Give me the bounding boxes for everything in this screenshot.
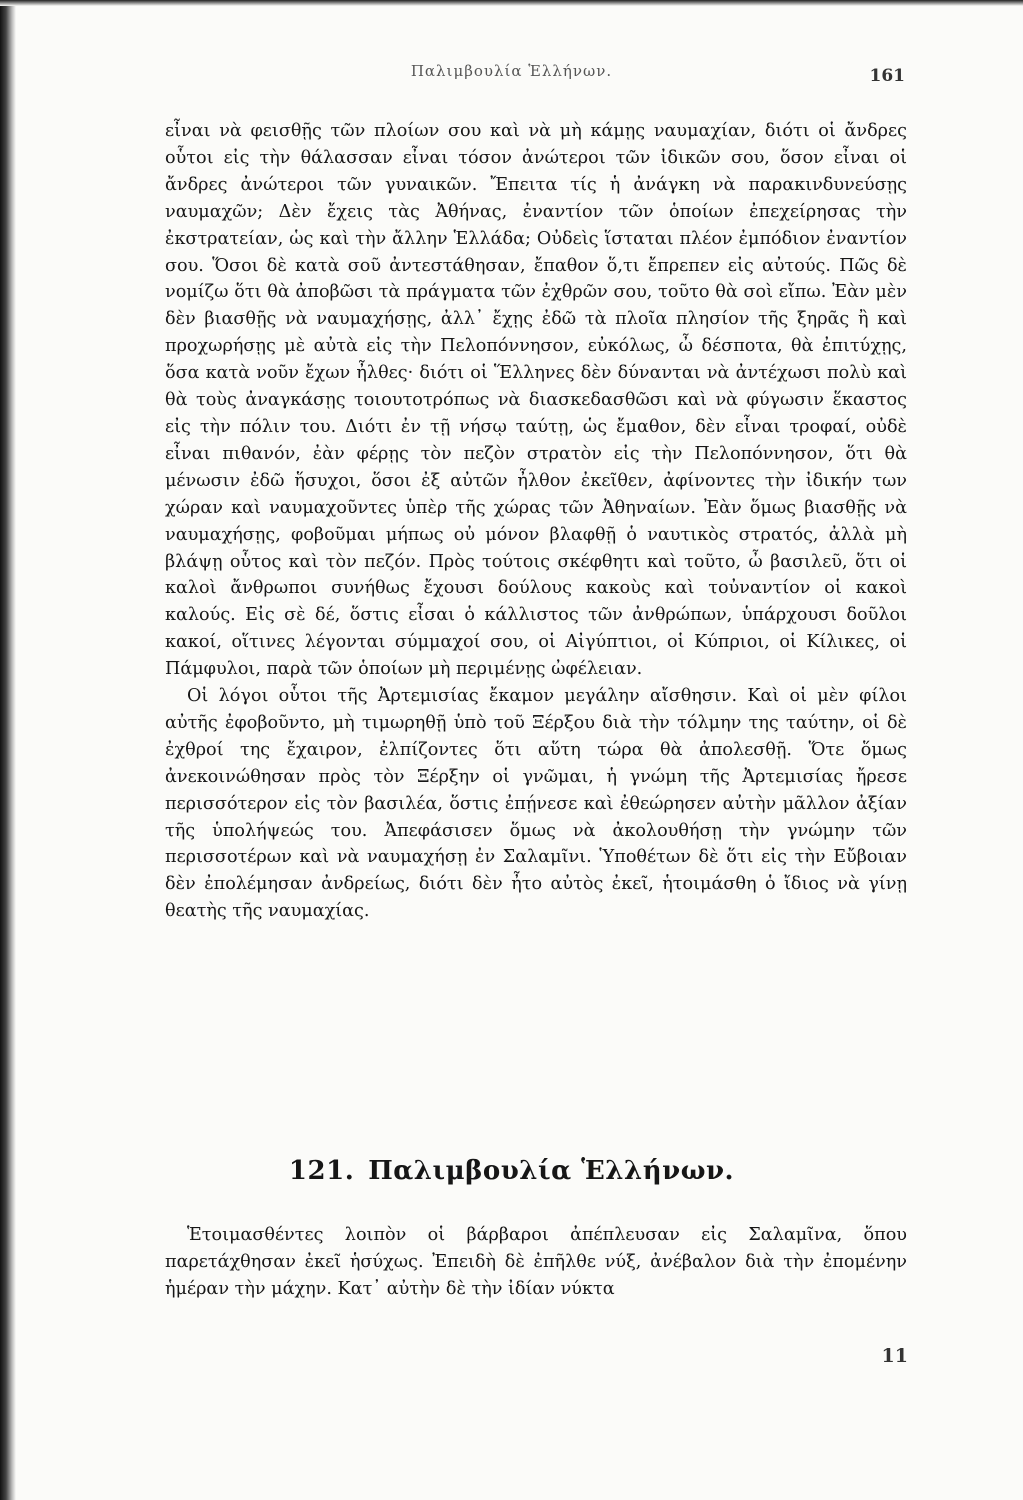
page-number: 161 — [869, 66, 905, 86]
paragraph: Οἱ λόγοι οὗτοι τῆς Ἀρτεμισίας ἔκαμον μεγάλην αἴσθησιν. Καὶ οἱ μὲν φίλοι αὐτῆς ἐφοβοῦντο, μὴ τιμωρηθῇ ὑπὸ τοῦ Ξέρξου διὰ τὴν τόλμην της ταύτην, οἱ δὲ ἐχθροί της ἔχαιρον, ἐλπίζοντες ὅτι αὕτη τώρα θὰ ἀπολεσθῇ. Ὅτε ὅμως ἀνεκοινώθησαν πρὸς τὸν Ξέρξην οἱ γνῶμαι, ἡ γνώμη τῆς Ἀρτεμισίας ἤρεσε περισσότερον εἰς τὸν βασιλέα, ὅστις ἐπῄνεσε καὶ ἐθεώρησεν αὐτὴν μᾶλλον ἀξίαν τῆς ὑπολήψεώς του. Ἀπεφάσισεν ὅμως νὰ ἀκολουθήσῃ τὴν γνώμην τῶν περισσοτέρων καὶ νὰ ναυμαχήσῃ ἐν Σαλαμῖνι. Ὑποθέτων δὲ ὅτι εἰς τὴν Εὔβοιαν δὲν ἐπολέμησαν ἀνδρείως, διότι δὲν ἦτο αὐτὸς ἐκεῖ, ἡτοιμάσθη ὁ ἴδιος νὰ γίνῃ θεατὴς τῆς ναυμαχίας. — [165, 686, 907, 922]
page-edge-shadow — [0, 0, 16, 1500]
section-heading — [0, 1156, 1023, 1186]
running-head: Παλιμβουλία Ἑλλήνων. — [410, 62, 613, 80]
section-number: 121. — [288, 1156, 355, 1186]
signature-mark: 11 — [881, 1345, 908, 1367]
paragraph: εἶναι νὰ φεισθῇς τῶν πλοίων σου καὶ νὰ μὴ κάμῃς ναυμαχίαν, διότι οἱ ἄνδρες οὗτοι εἰς τὴν θάλασσαν εἶναι τόσον ἀνώτεροι τῶν ἰδικῶν σου, ὅσον εἶναι οἱ ἄνδρες ἀνώτεροι τῶν γυναικῶν. Ἔπειτα τίς ἡ ἀνάγκη νὰ παρακινδυνεύσῃς ναυμαχῶν; Δὲν ἔχεις τὰς Ἀθήνας, ἐναντίον τῶν ὁποίων ἐπεχείρησας τὴν ἐκστρατείαν, ὡς καὶ τὴν ἄλλην Ἑλλάδα; Οὐδεὶς ἵσταται πλέον ἐμπόδιον ἐναντίον σου. Ὅσοι δὲ κατὰ σοῦ ἀντεστάθησαν, ἔπαθον ὅ,τι ἔπρεπεν εἰς αὐτούς. Πῶς δὲ νομίζω ὅτι θὰ ἀποβῶσι τὰ πράγματα τῶν ἐχθρῶν σου, τοῦτο θὰ σοὶ εἴπω. Ἐὰν μὲν δὲν βιασθῇς νὰ ναυμαχήσῃς, ἀλλ᾽ ἔχῃς ἐδῶ τὰ πλοῖα πλησίον τῆς ξηρᾶς ἢ καὶ προχωρήσῃς μὲ αὐτὰ εἰς τὴν Πελοπόννησον, εὐκόλως, ὦ δέσποτα, θὰ ἐπιτύχῃς, ὅσα κατὰ νοῦν ἔχων ἦλθες· διότι οἱ Ἕλληνες δὲν δύνανται νὰ ἀντέχωσι πολὺ καὶ θὰ τοὺς ἀναγκάσῃς τοιουτοτρόπως νὰ διασκεδασθῶσι καὶ νὰ φύγωσιν ἕκαστος εἰς τὴν πόλιν του. Διότι ἐν τῇ νήσῳ ταύτῃ, ὡς ἔμαθον, δὲν εἶναι τροφαί, οὐδὲ εἶναι πιθανόν, ἐὰν φέρῃς τὸν πεζὸν στρατὸν εἰς τὴν Πελοπόννησον, ὅτι θὰ μένωσιν ἐδῶ ἥσυχοι, ὅσοι ἐξ αὐτῶν ἦλθον ἐκεῖθεν, ἀφίνοντες τὴν ἰδικήν των χώραν καὶ ναυμαχοῦντες ὑπὲρ τῆς χώρας τῶν Ἀθηναίων. Ἐὰν ὅμως βιασθῇς νὰ ναυμαχήσῃς, φοβοῦμαι μήπως οὐ μόνον βλαφθῇ ὁ ναυτικὸς στρατός, ἀλλὰ μὴ βλάψῃ οὗτος καὶ τὸν πεζόν. Πρὸς τούτοις σκέφθητι καὶ τοῦτο, ὦ βασιλεῦ, ὅτι οἱ καλοὶ ἄνθρωποι συνήθως ἔχουσι δούλους κακοὺς καὶ τοὐναντίον οἱ κακοὶ καλούς. Εἰς σὲ δέ, ὅστις εἶσαι ὁ κάλλιστος τῶν ἀνθρώπων, ὑπάρχουσι δοῦλοι κακοί, οἵτινες λέγονται σύμμαχοί σου, οἱ Αἰγύπτιοι, οἱ Κύπριοι, οἱ Κίλικες, οἱ Πάμφυλοι, παρὰ τῶν ὁποίων μὴ περιμένῃς ὠφέλειαν. — [165, 121, 907, 680]
page-top-shadow — [0, 0, 1023, 6]
section-text — [165, 1222, 907, 1303]
section-title: Παλιμβουλία Ἑλλήνων. — [368, 1156, 735, 1186]
paragraph: Ἑτοιμασθέντες λοιπὸν οἱ βάρβαροι ἀπέπλευσαν εἰς Σαλαμῖνα, ὅπου παρετάχθησαν ἐκεῖ ἡσύχως. Ἐπειδὴ δὲ ἐπῆλθε νύξ, ἀνέβαλον διὰ τὴν ἐπομένην ἡμέραν τὴν μάχην. Κατ᾽ αὐτὴν δὲ τὴν ἰδίαν νύκτα — [165, 1225, 907, 1299]
body-text — [165, 118, 907, 925]
